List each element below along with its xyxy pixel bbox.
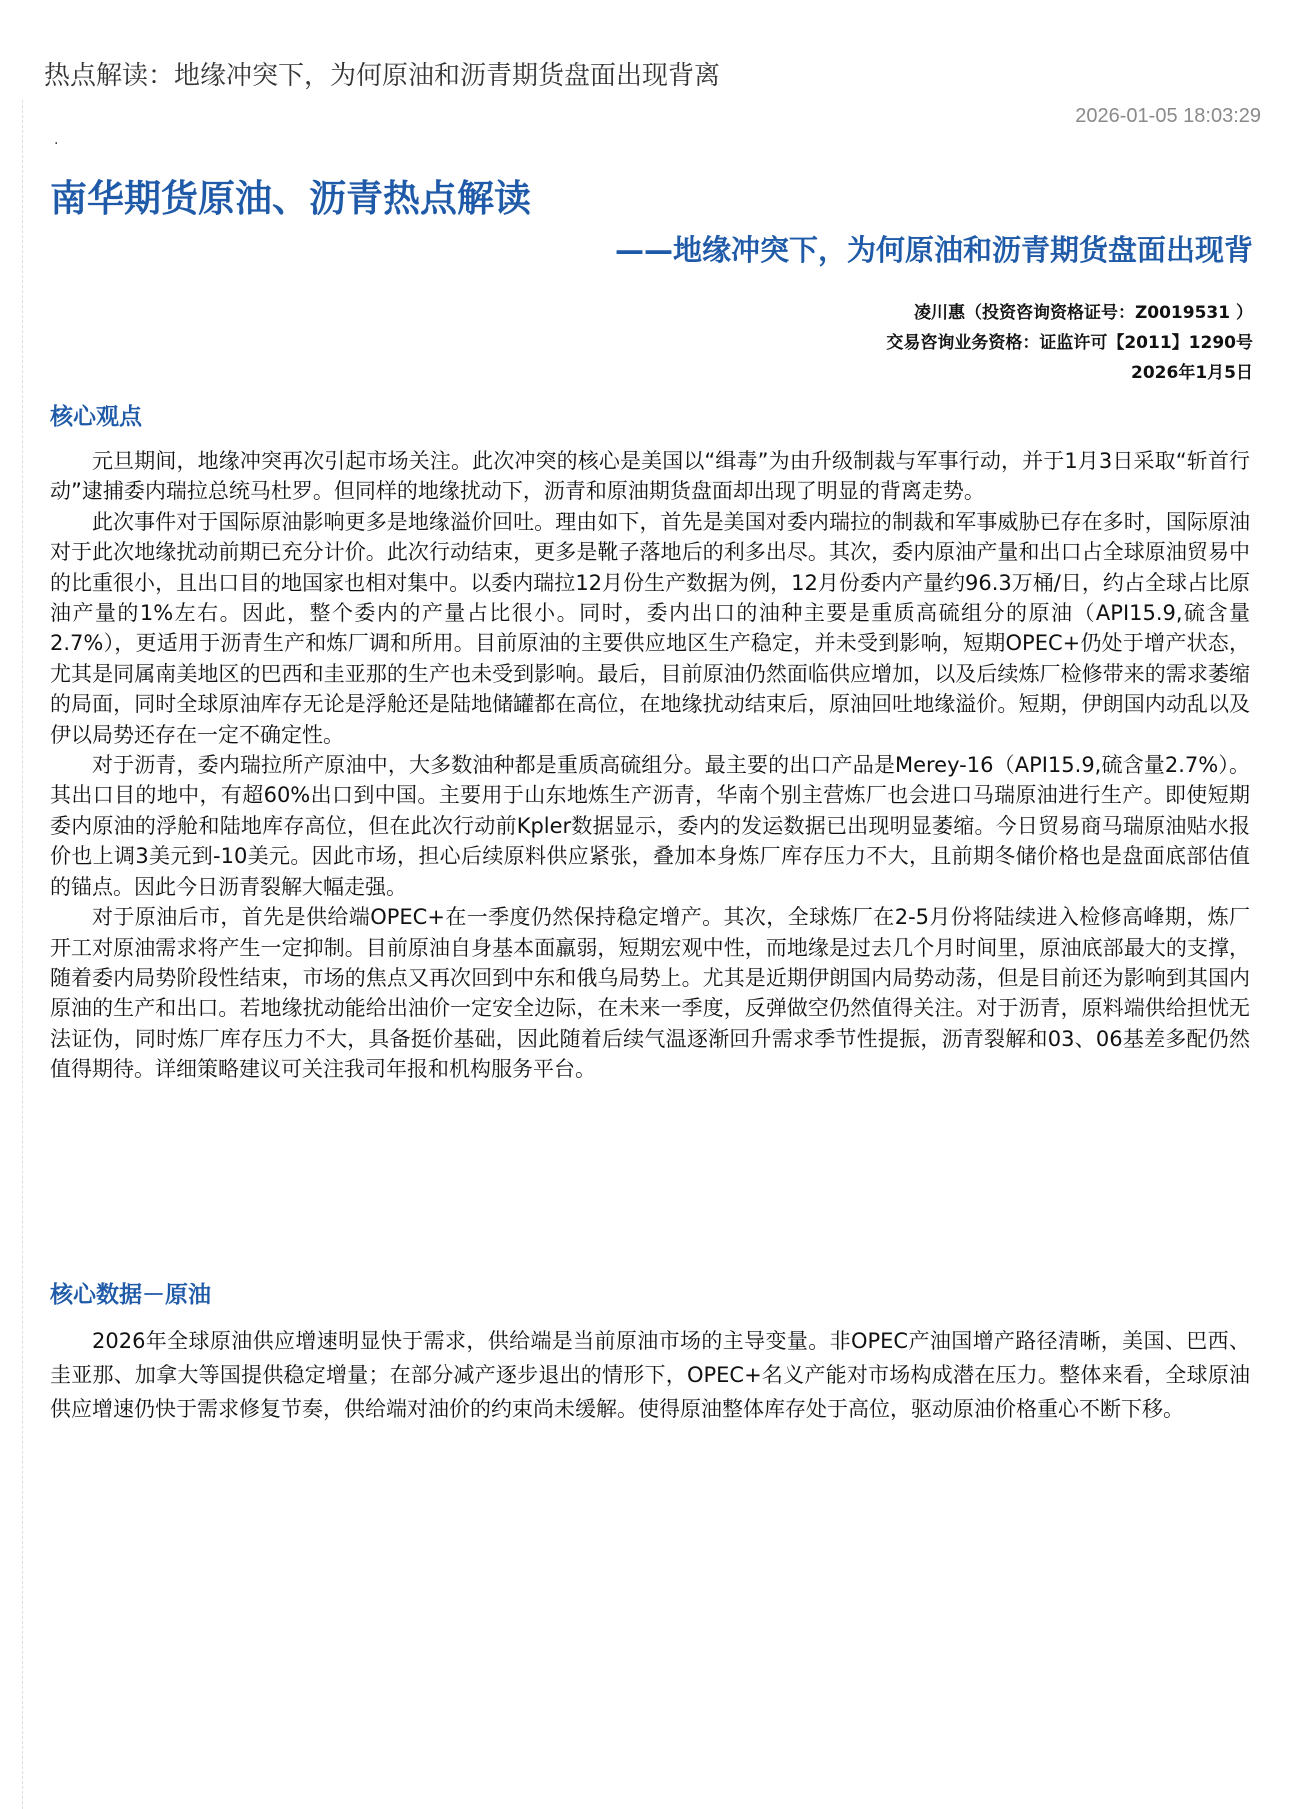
section-body-core-data-crude [50,1324,1250,1426]
section-heading-core-views: 核心观点 [50,404,142,430]
section-heading-core-data-crude: 核心数据－原油 [50,1282,211,1308]
paragraph: 元旦期间，地缘冲突再次引起市场关注。此次冲突的核心是美国以“缉毒”为由升级制裁与军事行动，并于1月3日采取“斩首行动”逮捕委内瑞拉总统马杜罗。但同样的地缘扰动下，沥青和原油期货盘面却出现了明显的背离走势。 [50,449,1250,504]
paragraph: 对于沥青，委内瑞拉所产原油中，大多数油种都是重质高硫组分。最主要的出口产品是Merey-16（API15.9,硫含量2.7%）。其出口目的地中，有超60%出口到中国。主要用于山东地炼生产沥青，华南个别主营炼厂也会进口马瑞原油进行生产。即使短期委内原油的浮舱和陆地库存高位，但在此次行动前Kpler数据显示，委内的发运数据已出现明显萎缩。今日贸易商马瑞原油贴水报价也上调3美元到-10美元。因此市场，担心后续原料供应紧张，叠加本身炼厂库存压力不大，且前期冬储价格也是盘面底部估值的锚点。因此今日沥青裂解大幅走强。 [50,753,1250,899]
author-block [886,298,1253,388]
page-header-title: 热点解读：地缘冲突下，为何原油和沥青期货盘面出现背离 [44,61,721,91]
document-title: 南华期货原油、沥青热点解读 [50,177,531,220]
page-margin-rule [22,100,23,1809]
date-line: 2026年1月5日 [1131,363,1253,383]
paragraph: 2026年全球原油供应增速明显快于需求，供给端是当前原油市场的主导变量。非OPEC产油国增产路径清晰，美国、巴西、圭亚那、加拿大等国提供稳定增量；在部分减产逐步退出的情形下，OPEC+名义产能对市场构成潜在压力。整体来看，全球原油供应增速仍快于需求修复节奏，供给端对油价的约束尚未缓解。使得原油整体库存处于高位，驱动原油价格重心不断下移。 [50,1329,1250,1421]
paragraph: 对于原油后市，首先是供给端OPEC+在一季度仍然保持稳定增产。其次，全球炼厂在2-5月份将陆续进入检修高峰期，炼厂开工对原油需求将产生一定抑制。目前原油自身基本面羸弱，短期宏观中性，而地缘是过去几个月时间里，原油底部最大的支撑，随着委内局势阶段性结束，市场的焦点又再次回到中东和俄乌局势上。尤其是近期伊朗国内局势动荡，但是目前还为影响到其国内原油的生产和出口。若地缘扰动能给出油价一定安全边际，在未来一季度，反弹做空仍然值得关注。对于沥青，原料端供给担忧无法证伪，同时炼厂库存压力不大，具备挺价基础，因此随着后续气温逐渐回升需求季节性提振，沥青裂解和03、06基差多配仍然值得期待。详细策略建议可关注我司年报和机构服务平台。 [50,905,1250,1082]
separator-dot: . [54,132,59,148]
license-line: 交易咨询业务资格：证监许可【2011】1290号 [886,333,1253,353]
section-body-core-views [50,446,1250,1085]
publish-timestamp: 2026-01-05 18:03:29 [1075,105,1261,127]
paragraph: 此次事件对于国际原油影响更多是地缘溢价回吐。理由如下，首先是美国对委内瑞拉的制裁和军事威胁已存在多时，国际原油对于此次地缘扰动前期已充分计价。此次行动结束，更多是靴子落地后的利多出尽。其次，委内原油产量和出口占全球原油贸易中的比重很小，且出口目的地国家也相对集中。以委内瑞拉12月份生产数据为例，12月份委内产量约96.3万桶/日，约占全球占比原油产量的1%左右。因此，整个委内的产量占比很小。同时，委内出口的油种主要是重质高硫组分的原油（API15.9,硫含量2.7%），更适用于沥青生产和炼厂调和所用。目前原油的主要供应地区生产稳定，并未受到影响，短期OPEC+仍处于增产状态，尤其是同属南美地区的巴西和圭亚那的生产也未受到影响。最后，目前原油仍然面临供应增加，以及后续炼厂检修带来的需求萎缩的局面，同时全球原油库存无论是浮舱还是陆地储罐都在高位，在地缘扰动结束后，原油回吐地缘溢价。短期，伊朗国内动乱以及伊以局势还存在一定不确定性。 [50,509,1250,747]
document-subtitle: ——地缘冲突下，为何原油和沥青期货盘面出现背 [614,233,1253,267]
author-line: 凌川惠（投资咨询资格证号：Z0019531 ） [913,303,1253,323]
